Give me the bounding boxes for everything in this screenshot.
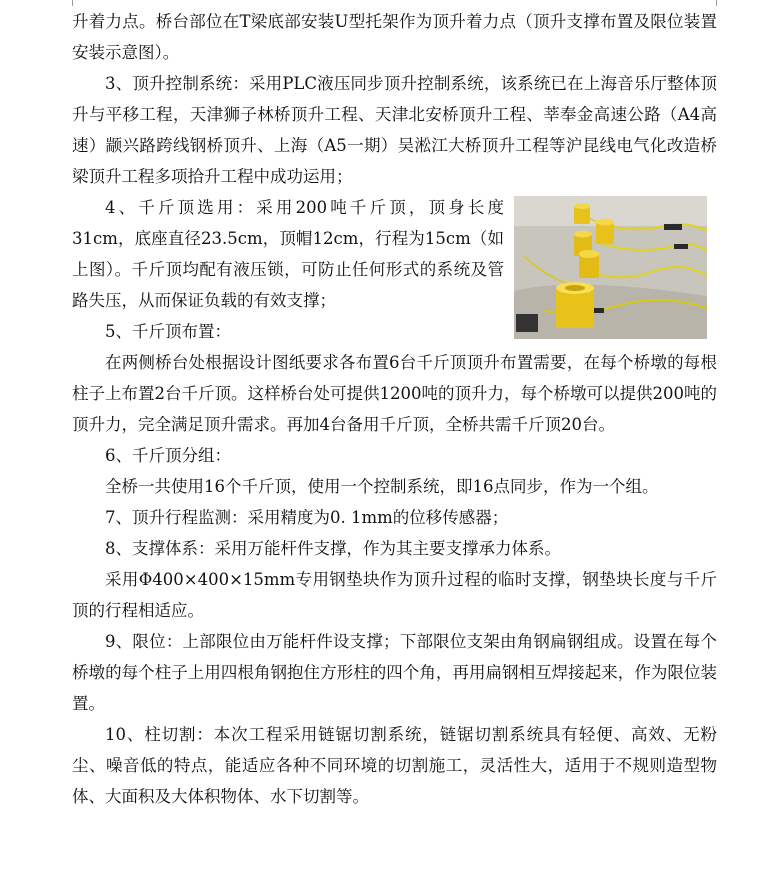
jack (596, 219, 614, 245)
paragraph: 9、限位：上部限位由万能杆件设支撑；下部限位支架由角钢扁钢组成。设置在每个桥墩的每个柱子上用四根角钢抱住方形柱的四个角，再用扁钢相互焊接起来，作为限位装置。 (72, 632, 717, 713)
paragraph: 8、支撑体系：采用万能杆件支撑，作为其主要支撑承力体系。 (105, 539, 561, 558)
paragraph: 升着力点。桥台部位在T梁底部安装U型托架作为顶升着力点（顶升支撑布置及限位装置安装示意图）。 (72, 12, 717, 62)
paragraph: 6、千斤顶分组： (105, 446, 231, 465)
paragraph: 全桥一共使用16个千斤顶，使用一个控制系统，即16点同步，作为一个组。 (105, 477, 659, 496)
jack (579, 250, 599, 278)
paragraph: 10、柱切割：本次工程采用链锯切割系统，链锯切割系统具有轻便、高效、无粉尘、噪音低的特点，能适应各种不同环境的切割施工，灵活性大，适用于不规则造型物体、大面积及大体积物体、水下切割等。 (72, 725, 717, 806)
jack-section (72, 192, 717, 347)
paragraph: 5、千斤顶布置： (105, 322, 231, 341)
jacks-illustration (514, 196, 707, 339)
document-body (72, 6, 717, 812)
hydraulic-jacks-photo (514, 196, 707, 339)
paragraph: 4、千斤顶选用：采用200吨千斤顶，顶身长度31cm，底座直径23.5cm，顶帽12cm，行程为15cm（如上图）。千斤顶均配有液压锁，可防止任何形式的系统及管路失压，从而保证负载的有效支撑； (72, 198, 504, 310)
paragraph: 采用Φ400×400×15mm专用钢垫块作为顶升过程的临时支撑，钢垫块长度与千斤顶的行程相适应。 (72, 570, 717, 620)
jack (574, 203, 590, 224)
paragraph: 7、顶升行程监测：采用精度为0. 1mm的位移传感器； (105, 508, 509, 527)
paragraph: 3、顶升控制系统：采用PLC液压同步顶升控制系统，该系统已在上海音乐厅整体顶升与平移工程，天津狮子林桥顶升工程、天津北安桥顶升工程、莘奉金高速公路（A4高速）颛兴路跨线钢桥顶升、上海（A5一期）吴淞江大桥顶升工程等沪昆线电气化改造桥梁顶升工程多项拾升工程中成功运用； (72, 74, 717, 186)
paragraph: 在两侧桥台处根据设计图纸要求各布置6台千斤顶顶升布置需要，在每个桥墩的每根柱子上布置2台千斤顶。这样桥台处可提供1200吨的顶升力，每个桥墩可以提供200吨的顶升力，完全满足顶升需求。再加4台备用千斤顶，全桥共需千斤顶20台。 (72, 353, 717, 434)
